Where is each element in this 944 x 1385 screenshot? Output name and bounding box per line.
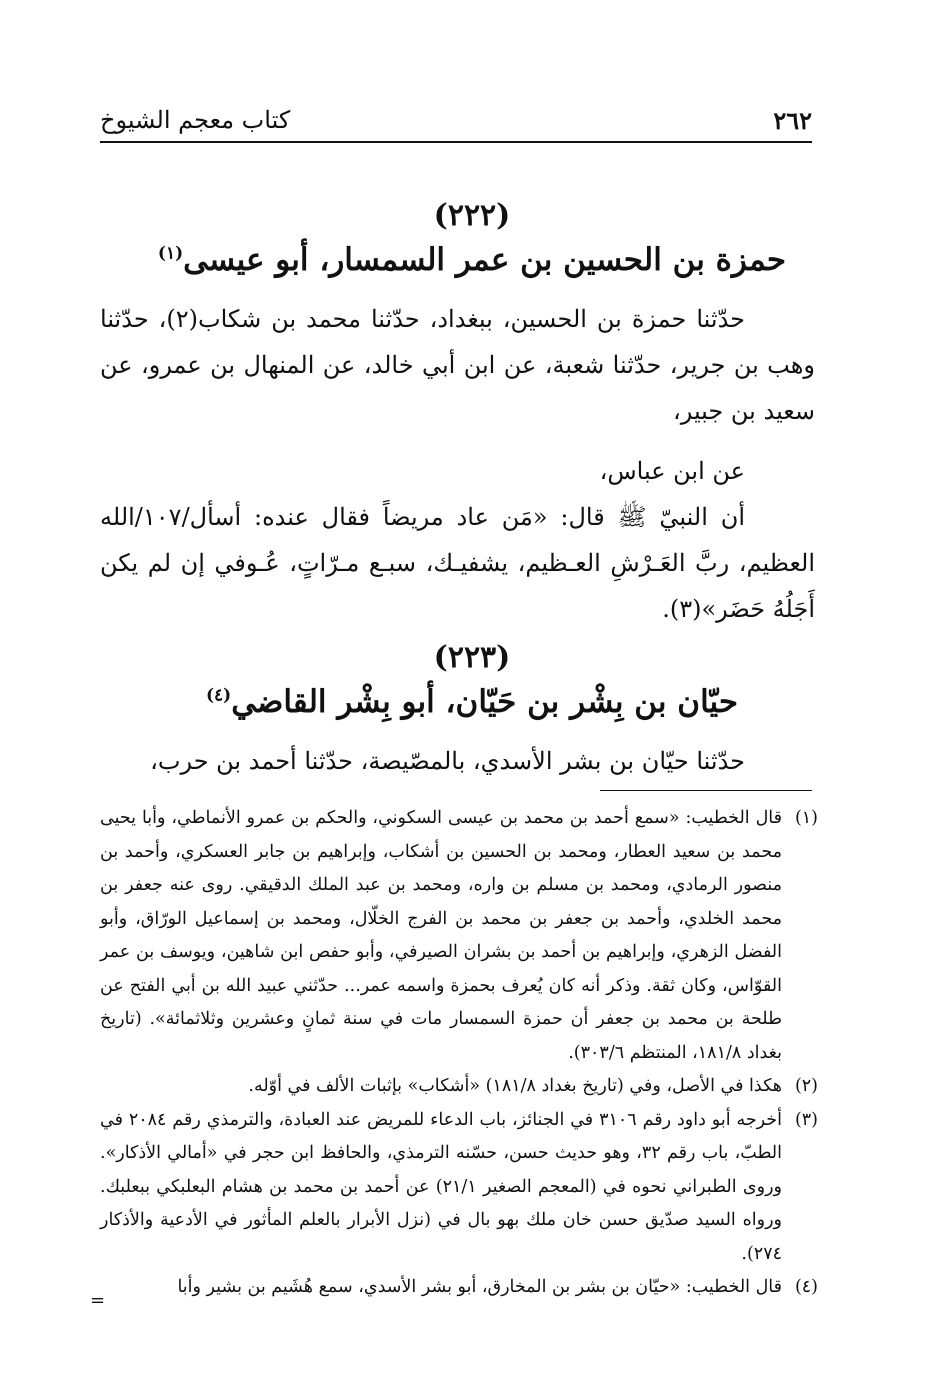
footnote [100, 1271, 818, 1305]
continuation-mark: = [90, 1290, 106, 1311]
footnote-text: أخرجه أبو داود رقم ٣١٠٦ في الجنائز، باب الدعاء للمريض عند العبادة، والترمذي رقم ٢٠٨٤ في الطبّ، باب رقم ٣٢، وهو حديث حسن، حسّنه الترمذي، والحافظ ابن حجر في «أمالي الأذكار». وروى الطبراني نحوه في (المعجم الصغير ٢١/١) عن أحمد بن محمد بن هشام البعلبكي ببعلبك. ورواه السيد صدّيق حسن خان ملك بهو بال في (نزل الأبرار بالعلم المأثور في الأدعية والأذكار ٢٧٤). [100, 1109, 782, 1264]
footnote-separator [600, 790, 812, 791]
paragraph-hadith: أن النبيّ ﷺ قال: «مَن عاد مريضاً فقال عنده: أسأل/١٠٧/الله العظيم، ربَّ العَـرْشِ العـظيم، يشفيـك، سبـع مـرّاتٍ، عُـوفي إن لم يكن أَجَلُهُ حَضَر»(٣). [100, 503, 815, 623]
footnote-number: (٢) [794, 1076, 818, 1096]
entry-body [100, 296, 815, 632]
entry-title [0, 684, 944, 720]
footnote-ref: (٤) [205, 685, 232, 706]
entry-body [100, 738, 815, 784]
footnote [100, 802, 818, 1070]
footnote-text: قال الخطيب: «حيّان بن بشر بن المخارق، أبو بشر الأسدي، سمع هُشَيم بن بشير وأبا [177, 1277, 782, 1297]
footnote [100, 1104, 818, 1272]
running-header [100, 100, 812, 140]
footnote-number: (١) [794, 808, 818, 828]
footnote-ref: (١) [157, 243, 184, 264]
entry-title-text: حمزة بن الحسين بن عمر السمسار، أبو عيسى [183, 242, 787, 278]
page-number: ٢٦٢ [773, 105, 812, 135]
entry-title-text: حيّان بن بِشْر بن حَيّان، أبو بِشْر القاضي [231, 684, 739, 720]
footnote [100, 1070, 818, 1104]
book-title: كتاب معجم الشيوخ [100, 106, 291, 134]
footnote-text: قال الخطيب: «سمع أحمد بن محمد بن عيسى السكوني، والحكم بن عمرو الأنماطي، وأبا يحيى محمد بن سعيد العطار، ومحمد بن الحسين بن أشكاب، وإبراهيم بن جابر العسكري، وأحمد بن منصور الرمادي، ومحمد بن مسلم بن واره، ومحمد بن عبد الملك الدقيقي. روى عنه جعفر بن محمد الخلدي، وأحمد بن جعفر بن محمد بن الفرج الخلّال، ومحمد بن إسماعيل الورّاق، وأبو الفضل الزهري، وإبراهيم بن أحمد بن بشران الصيرفي، وأبو حفص ابن شاهين، ويوسف بن عمر القوّاس، وكان ثقة. وذكر أنه كان يُعرف بحمزة واسمه عمر... حدّثني عبيد الله بن أبي الفتح عن طلحة بن محمد بن جعفر أن حمزة السمسار مات في سنة ثمانٍ وعشرين وثلاثمائة». (تاريخ بغداد ١٨١/٨، المنتظم ٣٠٣/٦). [100, 808, 782, 1063]
entry-number: (٢٢٣) [433, 640, 511, 675]
footnote-number: (٣) [794, 1109, 818, 1130]
entry-title [0, 242, 944, 278]
footnotes [100, 802, 818, 1305]
header-rule [100, 141, 812, 143]
paragraph-isnad: حدّثنا حمزة بن الحسين، ببغداد، حدّثنا محمد بن شكاب(٢)، حدّثنا وهب بن جرير، حدّثنا شعبة، عن ابن أبي خالد، عن المنهال بن عمرو، عن سعيد بن جبير، [100, 305, 815, 425]
paragraph-isnad: حدّثنا حيّان بن بشر الأسدي، بالمصّيصة، حدّثنا أحمد بن حرب، [150, 747, 745, 775]
paragraph-narrator: عن ابن عباس، [599, 457, 745, 485]
footnote-number: (٤) [794, 1277, 818, 1297]
entry-number: (٢٢٢) [433, 198, 511, 233]
footnote-text: هكذا في الأصل، وفي (تاريخ بغداد ١٨١/٨) «أشكاب» بإثبات الألف في أوّله. [248, 1076, 782, 1096]
